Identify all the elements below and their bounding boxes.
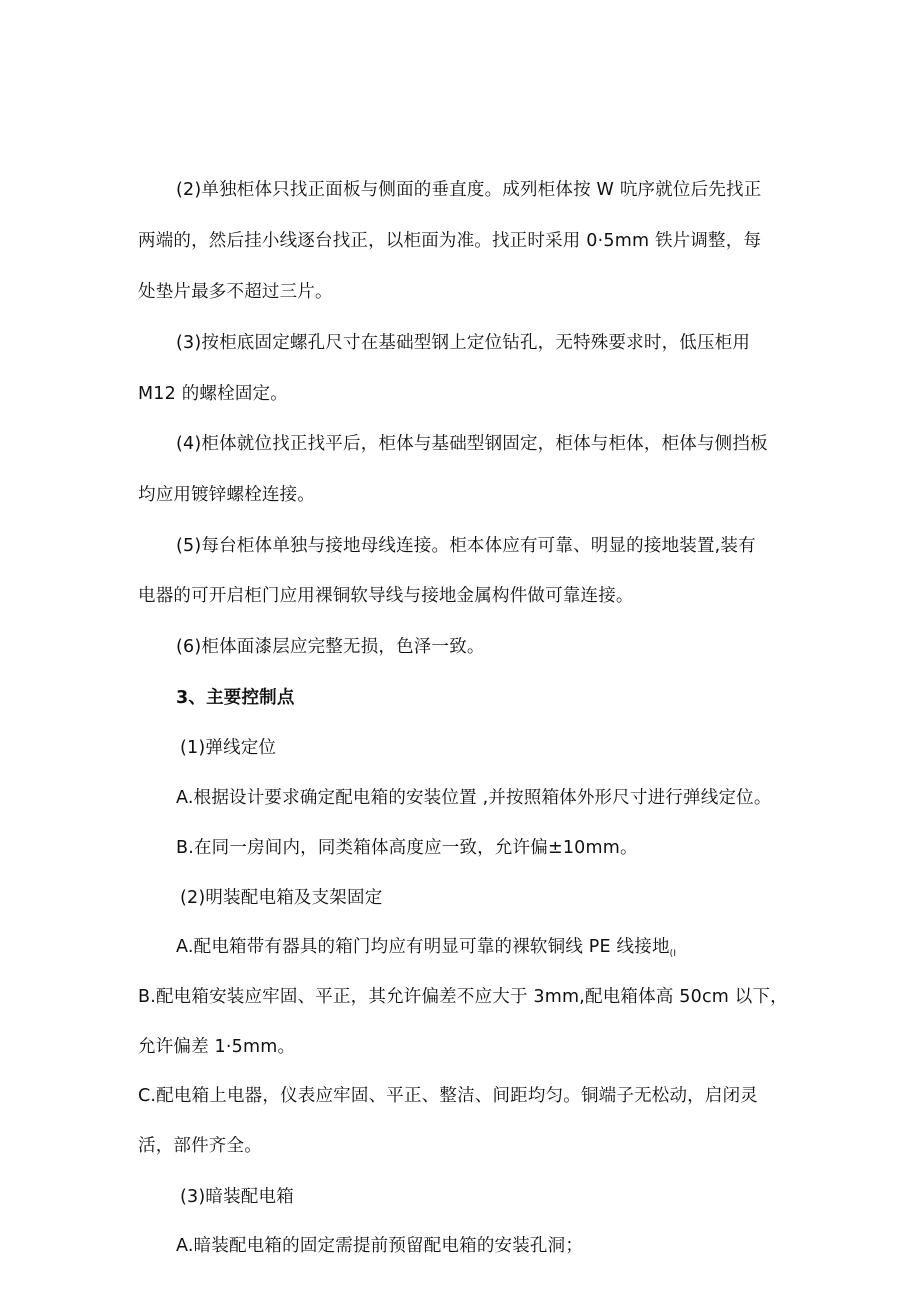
paragraph-6-line-1: (6)柜体面漆层应完整无损，色泽一致。 xyxy=(176,637,485,657)
paragraph-3-line-1: (3)按柜底固定螺孔尺寸在基础型钢上定位钻孔，无特殊要求时，低压柜用 xyxy=(176,333,751,353)
subsection-3-item-a: A.暗装配电箱的固定需提前预留配电箱的安装孔洞； xyxy=(176,1236,584,1256)
subsection-1-item-a: A.根据设计要求确定配电箱的安装位置 ,并按照箱体外形尺寸进行弹线定位。 xyxy=(176,788,772,808)
paragraph-5-line-1: (5)每台柜体单独与接地母线连接。柜本体应有可靠、明显的接地装置,装有 xyxy=(176,536,756,556)
subsection-1-heading: (1)弹线定位 xyxy=(180,738,277,758)
paragraph-3-line-2: M12 的螺栓固定。 xyxy=(138,384,288,404)
paragraph-2-line-2: 两端的，然后挂小线逐台找正，以柜面为准。找正时采用 0·5mm 铁片调整，每 xyxy=(138,231,762,251)
subsection-2-item-b-line-2: 允许偏差 1·5mm。 xyxy=(138,1037,296,1057)
subsection-2-item-a-tail: (I xyxy=(669,949,677,959)
subsection-2-item-c-line-2: 活，部件齐全。 xyxy=(138,1136,262,1156)
subsection-2-item-a-text: A.配电箱带有器具的箱门均应有明显可靠的裸软铜线 PE 线接地 xyxy=(176,937,670,957)
paragraph-2-line-1: (2)单独柜体只找正面板与侧面的垂直度。成列柜体按 W 吭序就位后先找正 xyxy=(176,180,762,200)
paragraph-4-line-1: (4)柜体就位找正找平后，柜体与基础型钢固定，柜体与柜体，柜体与侧挡板 xyxy=(176,434,768,454)
paragraph-2-line-3: 处垫片最多不超过三片。 xyxy=(138,282,333,302)
subsection-3-heading: (3)暗装配电箱 xyxy=(180,1187,294,1207)
paragraph-5-line-2: 电器的可开启柜门应用裸铜软导线与接地金属构件做可靠连接。 xyxy=(138,586,634,606)
subsection-2-item-b-line-1: B.配电箱安装应牢固、平正，其允许偏差不应大于 3mm,配电箱体高 50cm 以下， xyxy=(138,987,788,1007)
section-heading: 3、主要控制点 xyxy=(176,688,295,708)
paragraph-4-line-2: 均应用镀锌螺栓连接。 xyxy=(138,485,315,505)
subsection-2-item-c-line-1: C.配电箱上电器，仪表应牢固、平正、整洁、间距均匀。铜端子无松动，启闭灵 xyxy=(138,1086,758,1106)
subsection-2-item-a xyxy=(176,935,676,966)
subsection-2-heading: (2)明装配电箱及支架固定 xyxy=(180,888,383,908)
subsection-1-item-b: B.在同一房间内，同类箱体高度应一致，允许偏±10mm。 xyxy=(176,838,638,858)
